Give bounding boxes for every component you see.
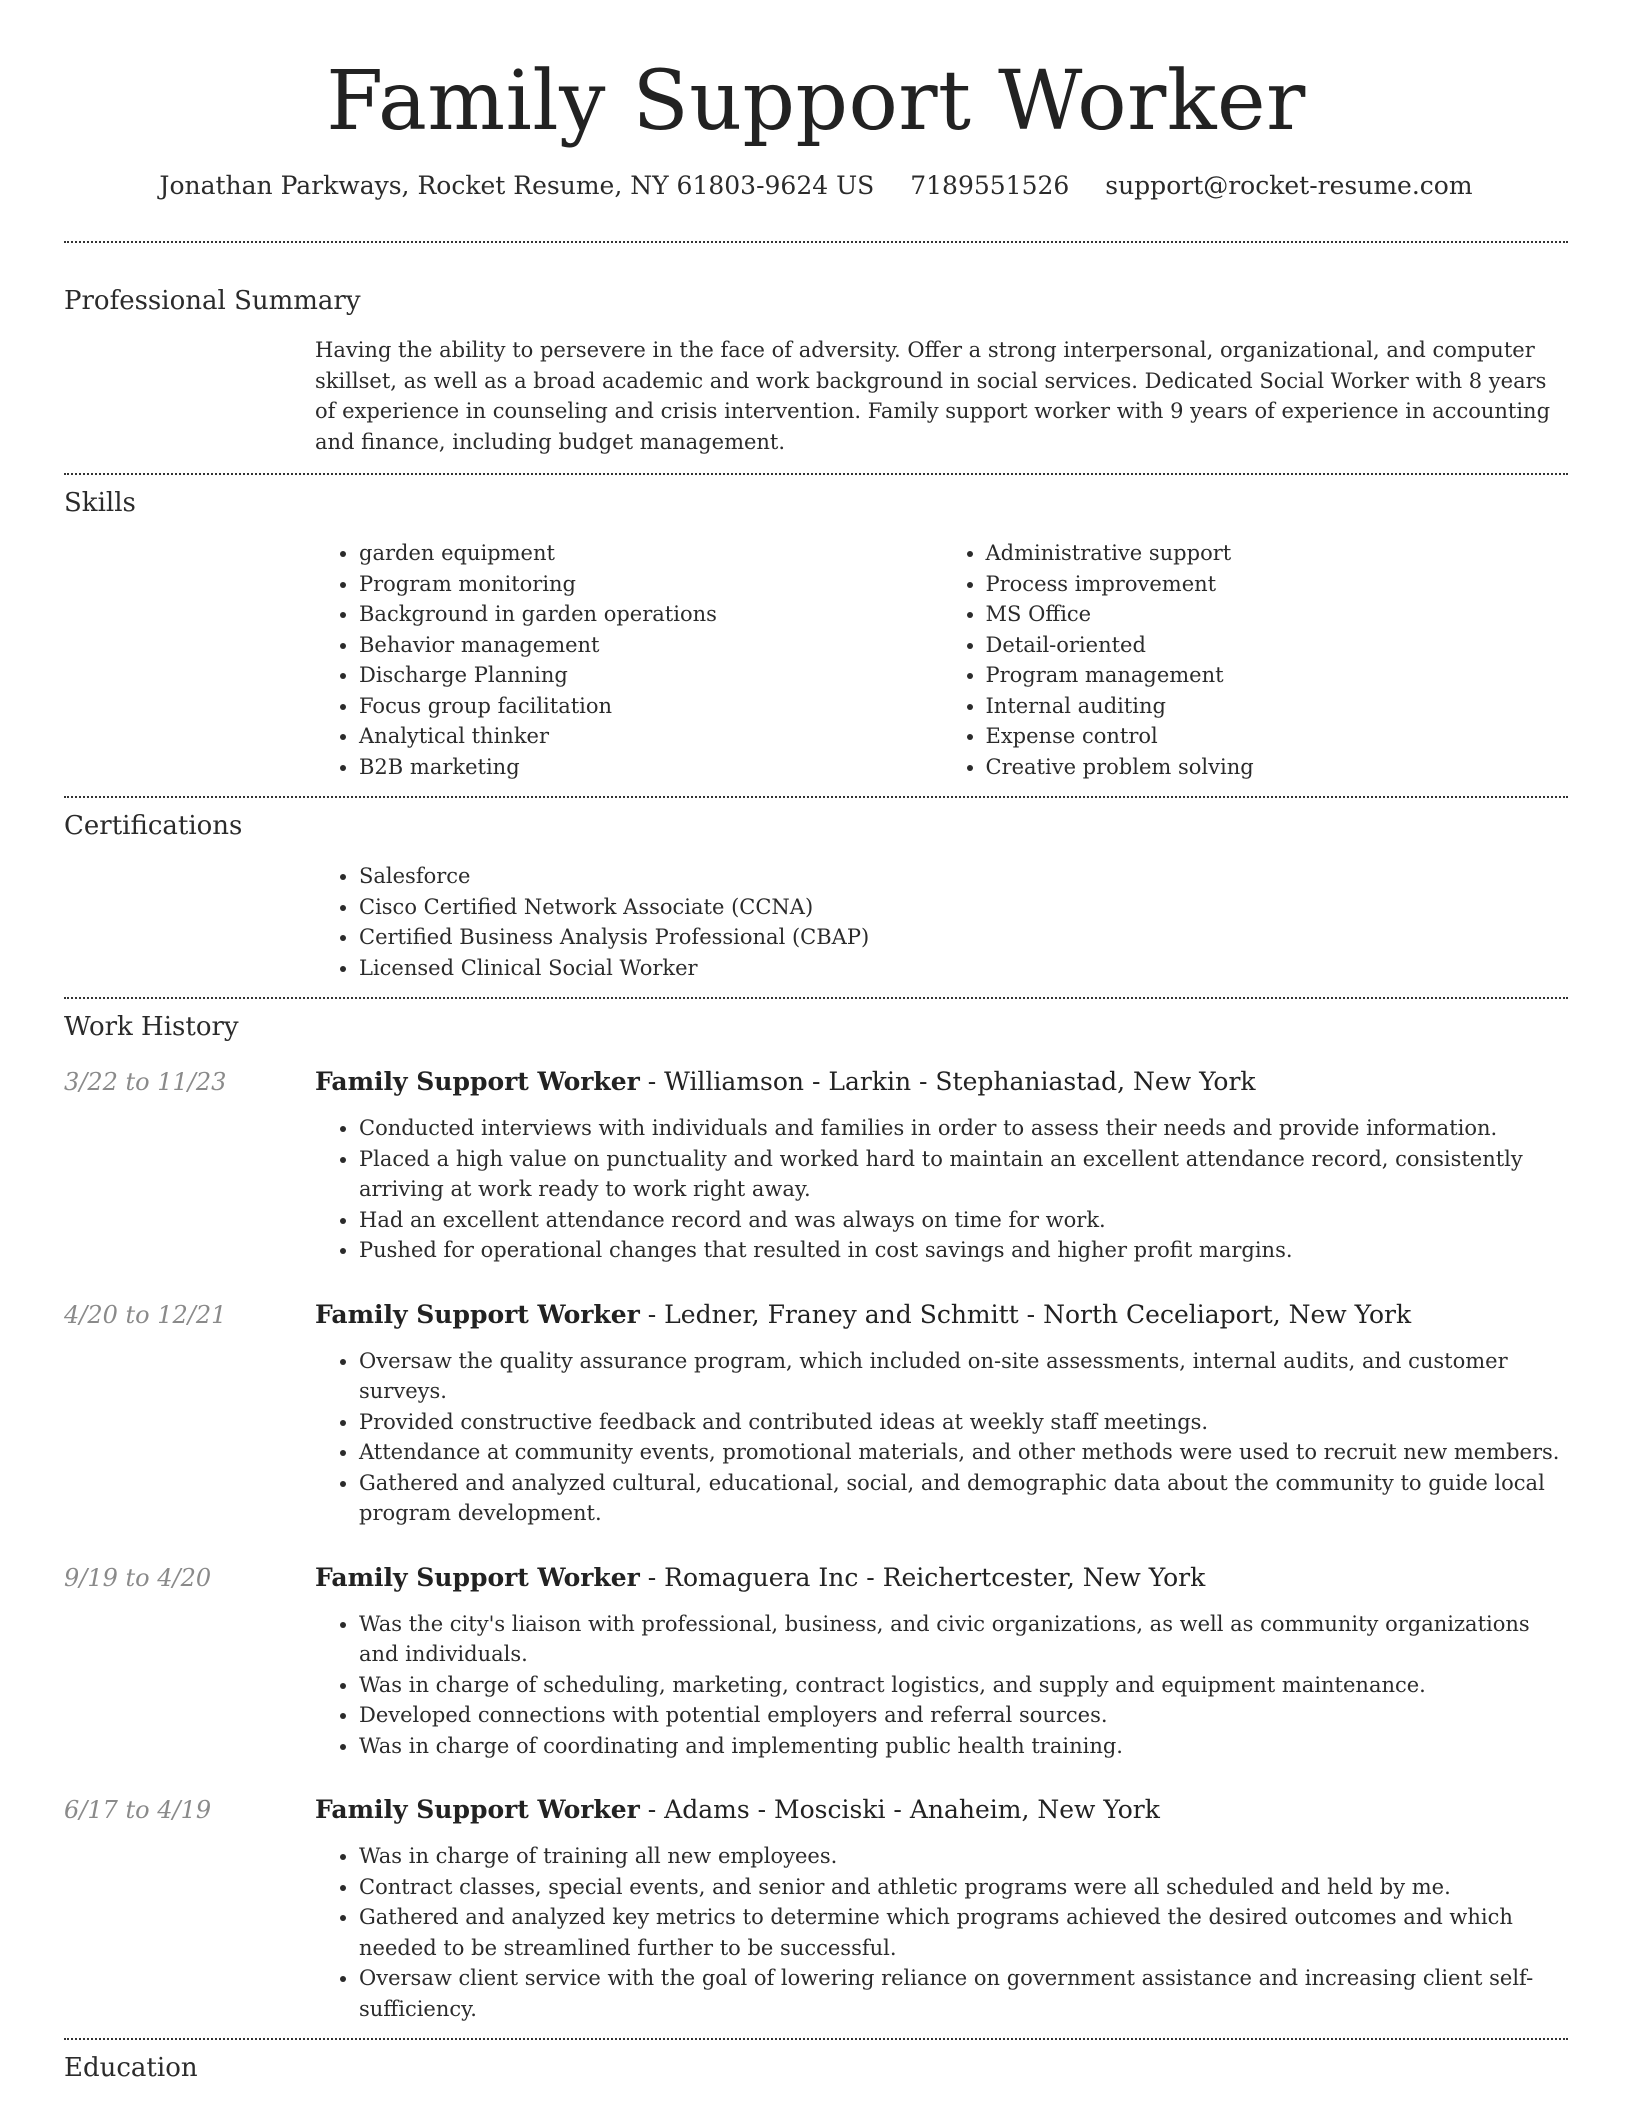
certifications-bullets <box>315 861 1568 983</box>
job-employer-location: - Williamson - Larkin - Stephaniastad, New York <box>639 1067 1256 1096</box>
certification-item: • Licensed Clinical Social Worker <box>359 953 1568 984</box>
section-divider <box>64 241 1568 243</box>
job-bullet: • Attendance at community events, promotional materials, and other methods were used to recruit new members. <box>359 1437 1568 1468</box>
section-heading: Professional Summary <box>64 286 361 316</box>
job-dates: 3/22 to 11/23 <box>64 1068 227 1096</box>
skill-item: • Discharge Planning <box>359 660 942 691</box>
certification-item: • Certified Business Analysis Professional (CBAP) <box>359 922 1568 953</box>
education-section <box>64 2050 1568 2086</box>
section-heading: Skills <box>64 488 136 518</box>
job-entry <box>64 1561 1568 1762</box>
job-entry <box>64 1298 1568 1529</box>
skills-list <box>315 538 1568 782</box>
skill-item: • Detail-oriented <box>986 630 1569 661</box>
job-details <box>315 1561 1568 1762</box>
job-role: Family Support Worker <box>315 1562 640 1592</box>
certifications-section <box>64 808 1568 983</box>
contact-phone: 7189551526 <box>910 171 1070 200</box>
skill-item: • Expense control <box>986 721 1569 752</box>
job-bullet: • Developed connections with potential employers and referral sources. <box>359 1700 1568 1731</box>
skill-item: • Process improvement <box>986 569 1569 600</box>
job-bullet: • Had an excellent attendance record and was always on time for work. <box>359 1205 1568 1236</box>
section-divider <box>64 796 1568 798</box>
skills-column-right <box>942 538 1569 782</box>
job-bullet: • Gathered and analyzed key metrics to determine which programs achieved the desired outcomes and which needed to be streamlined further to be successful. <box>359 1902 1568 1963</box>
contact-line <box>64 168 1568 204</box>
job-details <box>315 1298 1568 1529</box>
skill-item: • Creative problem solving <box>986 752 1569 783</box>
job-bullets <box>315 1113 1568 1266</box>
professional-summary-section <box>64 283 1568 457</box>
skill-item: • Internal auditing <box>986 691 1569 722</box>
skill-item: • B2B marketing <box>359 752 942 783</box>
job-employer-location: - Adams - Mosciski - Anaheim, New York <box>639 1795 1160 1824</box>
certification-item: • Cisco Certified Network Associate (CCNA) <box>359 892 1568 923</box>
skills-section <box>64 485 1568 782</box>
skill-item: • Background in garden operations <box>359 599 942 630</box>
summary-text: Having the ability to persevere in the face of adversity. Offer a strong interpersonal, organizational, and computer skillset, as well as a broad academic and work background in social services. Dedicated Social Worker with 8 years of experience in counseling and crisis intervention. Family support worker with 9 years of experience in accounting and finance, including budget management. <box>315 338 1551 454</box>
job-title <box>315 1561 1568 1595</box>
job-bullet-list <box>315 1841 1568 2024</box>
job-title <box>315 1298 1568 1332</box>
job-employer-location: - Romaguera Inc - Reichertcester, New York <box>639 1562 1206 1592</box>
contact-email: support@rocket-resume.com <box>1105 171 1473 200</box>
resume-page <box>64 0 1568 2086</box>
job-entry <box>64 1793 1568 2024</box>
section-heading: Work History <box>64 1012 239 1042</box>
skill-item: • Analytical thinker <box>359 721 942 752</box>
section-divider <box>64 997 1568 999</box>
job-bullet: • Oversaw the quality assurance program, which included on-site assessments, internal audits, and customer surveys. <box>359 1346 1568 1407</box>
job-bullets <box>315 1346 1568 1529</box>
section-heading: Education <box>64 2053 198 2083</box>
resume-header <box>64 52 1568 204</box>
job-bullet: • Was in charge of coordinating and implementing public health training. <box>359 1731 1568 1762</box>
job-role: Family Support Worker <box>315 1795 640 1824</box>
skill-item: • Focus group facilitation <box>359 691 942 722</box>
job-bullet-list <box>315 1346 1568 1529</box>
skill-item: • Program management <box>986 660 1569 691</box>
job-bullet: • Placed a high value on punctuality and worked hard to maintain an excellent attendance record, consistently arriving at work ready to work right away. <box>359 1144 1568 1205</box>
job-details <box>315 1065 1568 1266</box>
job-bullet: • Provided constructive feedback and contributed ideas at weekly staff meetings. <box>359 1407 1568 1438</box>
job-details <box>315 1793 1568 2024</box>
resume-title: Family Support Worker <box>326 54 1306 149</box>
job-role: Family Support Worker <box>315 1299 640 1329</box>
job-bullets <box>315 1841 1568 2024</box>
job-bullet: • Contract classes, special events, and senior and athletic programs were all scheduled and held by me. <box>359 1872 1568 1903</box>
certifications-list <box>315 861 1568 983</box>
job-role: Family Support Worker <box>315 1067 640 1096</box>
section-divider <box>64 2038 1568 2040</box>
skills-column-left <box>315 538 942 782</box>
skill-item: • Administrative support <box>986 538 1569 569</box>
job-bullet-list <box>315 1609 1568 1762</box>
job-title <box>315 1793 1568 1827</box>
certification-item: • Salesforce <box>359 861 1568 892</box>
job-dates: 4/20 to 12/21 <box>64 1300 227 1329</box>
job-bullet: • Was in charge of scheduling, marketing, contract logistics, and supply and equipment maintenance. <box>359 1670 1568 1701</box>
skill-item: • garden equipment <box>359 538 942 569</box>
job-title <box>315 1065 1568 1099</box>
skill-item: • MS Office <box>986 599 1569 630</box>
job-dates: 9/19 to 4/20 <box>64 1563 212 1592</box>
contact-address: Jonathan Parkways, Rocket Resume, NY 61803-9624 US <box>159 171 875 200</box>
job-bullet: • Was the city's liaison with professional, business, and civic organizations, as well as community organizations and individuals. <box>359 1609 1568 1670</box>
job-bullet: • Pushed for operational changes that resulted in cost savings and higher profit margins. <box>359 1235 1568 1266</box>
job-bullets <box>315 1609 1568 1762</box>
job-bullet: • Conducted interviews with individuals and families in order to assess their needs and provide information. <box>359 1113 1568 1144</box>
job-bullet: • Gathered and analyzed cultural, educational, social, and demographic data about the community to guide local program development. <box>359 1468 1568 1529</box>
section-divider <box>64 473 1568 475</box>
skill-item: • Behavior management <box>359 630 942 661</box>
job-bullet-list <box>315 1113 1568 1266</box>
skill-item: • Program monitoring <box>359 569 942 600</box>
work-history-section <box>64 1009 1568 2024</box>
job-dates: 6/17 to 4/19 <box>64 1796 212 1824</box>
section-heading: Certifications <box>64 811 243 841</box>
job-bullet: • Oversaw client service with the goal of lowering reliance on government assistance and increasing client self-sufficiency. <box>359 1963 1568 2024</box>
job-entry <box>64 1065 1568 1266</box>
job-employer-location: - Ledner, Franey and Schmitt - North Ceceliaport, New York <box>639 1299 1412 1329</box>
job-bullet: • Was in charge of training all new employees. <box>359 1841 1568 1872</box>
